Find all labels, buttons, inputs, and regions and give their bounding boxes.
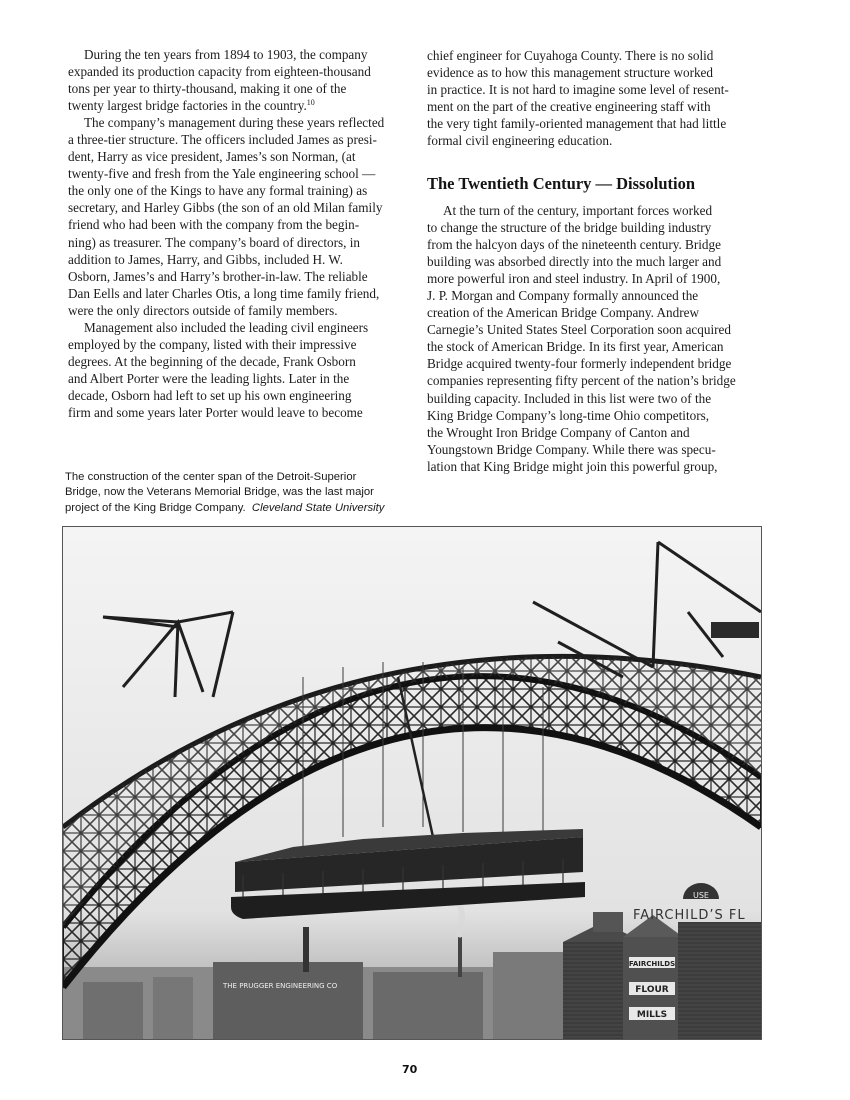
text-line: the very tight family-oriented management that had little xyxy=(427,116,727,132)
bridge-construction-photo xyxy=(62,526,762,1040)
text-line: dent, Harry as vice president, James’s son Norman, (at xyxy=(68,149,356,165)
engineering-co-sign: THE PRUGGER ENGINEERING CO xyxy=(223,982,338,990)
crane-sign xyxy=(711,622,759,638)
text-line: building was absorbed directly into the much larger and xyxy=(427,254,722,270)
text-line: companies representing fifty percent of the nation’s bridge xyxy=(427,373,736,389)
mills-sign: MILLS xyxy=(636,1010,668,1020)
text-line: chief engineer for Cuyahoga County. There is no solid xyxy=(427,48,714,63)
caption-line: Bridge, now the Veterans Memorial Bridge, was the last major xyxy=(65,486,374,499)
text-line: the Wrought Iron Bridge Company of Canton and xyxy=(427,424,690,440)
text-line: from the halcyon days of the nineteenth century. Bridge xyxy=(427,237,721,253)
text-line: in practice. It is not hard to imagine some level of resent- xyxy=(427,82,729,98)
text-line: ment on the part of the creative engineering staff with xyxy=(427,99,711,115)
text-line: ning) as treasurer. The company’s board of directors, in xyxy=(68,234,360,250)
text-line: J. P. Morgan and Company formally announced the xyxy=(427,288,699,304)
text-line: more powerful iron and steel industry. In April of 1900, xyxy=(427,271,721,287)
text-line: the stock of American Bridge. In its first year, American xyxy=(427,339,724,355)
right-column-top xyxy=(427,47,767,149)
text-line: expanded its production capacity from eighteen-thousand xyxy=(68,64,371,80)
photo-credit: Cleveland State University xyxy=(251,501,385,514)
photo-caption xyxy=(65,470,410,516)
text-line: friend who had been with the company from the begin- xyxy=(68,217,360,233)
text-line: lation that King Bridge might join this powerful group, xyxy=(427,458,718,474)
text-line: Management also included the leading civil engineers xyxy=(84,319,369,335)
text-line: the only one of the Kings to have any formal training) as xyxy=(68,183,368,199)
text-line: The company’s management during these years reflected xyxy=(84,115,385,131)
page-number: 70 xyxy=(402,1063,418,1076)
text-line: employed by the company, listed with their impressive xyxy=(68,336,357,352)
text-line: building capacity. Included in this list were two of the xyxy=(427,390,712,406)
fairchilds-small-sign: FAIRCHILDS xyxy=(628,960,676,968)
use-sign: USE xyxy=(693,891,709,900)
footnote-reference: 10 xyxy=(306,98,315,108)
left-column xyxy=(68,46,408,421)
caption-line: The construction of the center span of the Detroit-Superior xyxy=(65,471,357,483)
text-line: Osborn, James’s and Harry’s brother-in-law. The reliable xyxy=(68,268,368,284)
text-line: twenty-five and fresh from the Yale engineering school — xyxy=(68,166,376,182)
fairchild-rooftop-sign: FAIRCHILD’S FL xyxy=(633,908,746,923)
text-line: to change the structure of the bridge building industry xyxy=(427,220,712,236)
text-line: At the turn of the century, important forces worked xyxy=(443,203,713,218)
text-line: secretary, and Harley Gibbs (the son of an old Milan family xyxy=(68,200,383,216)
section-heading: The Twentieth Century — Dissolution xyxy=(427,174,695,193)
text-line: Carnegie’s United States Steel Corporation soon acquired xyxy=(427,322,731,338)
text-line-content: twenty largest bridge factories in the country. xyxy=(68,98,307,114)
text-line: Dan Eells and later Charles Otis, a long time family friend, xyxy=(68,285,380,301)
text-line: Bridge acquired twenty-four formerly independent bridge xyxy=(427,356,732,372)
text-line: Youngstown Bridge Company. While there was specu- xyxy=(427,441,716,457)
caption-text: project of the King Bridge Company. xyxy=(65,501,246,514)
text-line: firm and some years later Porter would leave to become xyxy=(68,404,363,420)
text-line: degrees. At the beginning of the decade, Frank Osborn xyxy=(68,353,356,369)
flour-sign: FLOUR xyxy=(635,985,669,995)
right-column-bottom xyxy=(427,202,767,475)
photo-illustration xyxy=(63,527,761,1039)
text-line: tons per year to thirty-thousand, making it one of the xyxy=(68,81,347,97)
text-line: During the ten years from 1894 to 1903, the company xyxy=(84,47,368,62)
text-line: addition to James, Harry, and Gibbs, included H. W. xyxy=(68,251,343,267)
text-line: decade, Osborn had left to set up his own engineering xyxy=(68,387,352,403)
text-line: formal civil engineering education. xyxy=(427,133,613,149)
text-line: were the only directors outside of family members. xyxy=(68,302,338,318)
text-line: evidence as to how this management structure worked xyxy=(427,65,714,81)
text-line: creation of the American Bridge Company. Andrew xyxy=(427,305,699,321)
caption-line xyxy=(65,501,410,516)
text-line: King Bridge Company’s long-time Ohio competitors, xyxy=(427,407,710,423)
text-line: a three-tier structure. The officers included James as presi- xyxy=(68,132,377,148)
text-line: and Albert Porter were the leading lights. Later in the xyxy=(68,370,350,386)
text-line xyxy=(68,97,408,114)
